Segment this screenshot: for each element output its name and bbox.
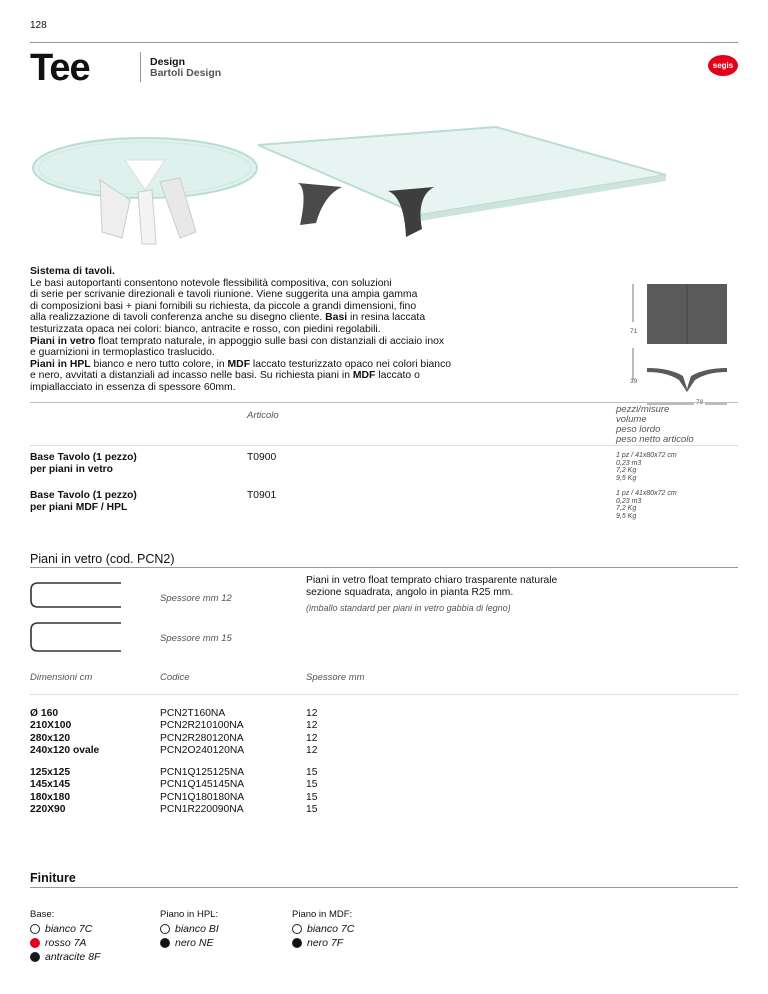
glass-section-title: Piani in vetro (cod. PCN2)	[30, 552, 175, 566]
article-info-line: 0,23 m3	[616, 497, 642, 505]
designer-name: Bartoli Design	[150, 67, 222, 79]
article-code: T0901	[247, 490, 277, 501]
article-name-line: per piani MDF / HPL	[30, 502, 128, 514]
article-info	[616, 490, 677, 520]
header-rule	[30, 42, 738, 43]
thickness-cell: 12	[306, 732, 318, 744]
finish-option	[292, 922, 354, 936]
glass-profile-15-icon	[30, 622, 122, 652]
article-header: Articolo	[247, 410, 279, 421]
code-cell: PCN2T160NA	[160, 708, 226, 719]
intro-line: alla realizzazione di tavoli conferenza anche su disegno cliente.	[30, 312, 323, 324]
vetro-bold: Piani in vetro	[30, 335, 96, 347]
article-info	[616, 452, 677, 482]
hpl-mdf1: MDF	[227, 358, 251, 370]
code-cell: PCN1R220090NA	[160, 803, 244, 815]
base-finish-options	[30, 922, 100, 964]
hpl-rest1: bianco e nero tutto colore, in	[90, 358, 228, 370]
code-cell: PCN2O240120NA	[160, 744, 245, 756]
finishes-rule	[30, 887, 738, 888]
dim-cell: 210X100	[30, 720, 72, 732]
intro-line: Le basi autoportanti consentono notevole flessibilità compositiva, con soluzioni	[30, 277, 392, 289]
base-finish-label: Base:	[30, 909, 55, 920]
round-table-photo	[30, 120, 260, 250]
page-number: 128	[30, 20, 47, 31]
finish-option-label: nero 7F	[307, 937, 344, 949]
group1-dims	[30, 708, 99, 757]
article-name-line: per piani in vetro	[30, 464, 113, 476]
finish-option-label: rosso 7A	[45, 937, 87, 949]
info-header-line: pezzi/misure	[616, 404, 670, 415]
dim-cell: 145x145	[30, 779, 71, 791]
glass-description-line: sezione squadrata, angolo in pianta R25 mm.	[306, 587, 514, 598]
info-header	[616, 405, 736, 445]
color-swatch-black	[292, 938, 302, 948]
thickness-cell: 12	[306, 708, 318, 719]
color-swatch-white	[160, 924, 170, 934]
glass-section-rule	[30, 567, 738, 568]
finish-option-label: bianco BI	[175, 923, 219, 935]
thickness-12-label: Spessore mm 12	[160, 593, 232, 604]
article-name-line: Base Tavolo (1 pezzo)	[30, 490, 137, 501]
base-height-dimension: 39	[630, 378, 638, 385]
hpl-finish-label: Piano in HPL:	[160, 909, 219, 920]
basi-rest: in resina laccata	[347, 312, 426, 324]
group1-thickness	[306, 708, 317, 757]
article-info-line: 9,5 Kg	[616, 474, 637, 482]
mdf-finish-options	[292, 922, 354, 950]
page-title: Tee	[30, 47, 90, 89]
mdf-finish-label: Piano in MDF:	[292, 909, 353, 920]
finish-option	[160, 936, 219, 950]
width-dimension: 78	[696, 399, 704, 406]
thickness-cell: 15	[306, 767, 318, 778]
technical-drawing	[625, 282, 740, 412]
hpl-bold: Piani in HPL	[30, 358, 91, 370]
hpl-line2b: laccato o	[375, 370, 420, 382]
dim-cell: 220X90	[30, 803, 66, 815]
article-row-name	[30, 452, 137, 477]
finish-option-label: bianco 7C	[45, 923, 93, 935]
finish-option-label: bianco 7C	[307, 923, 355, 935]
articles-header-rule	[30, 445, 738, 446]
thickness-cell: 15	[306, 803, 318, 815]
thickness-cell: 15	[306, 779, 318, 791]
basi-line2: testurizzata opaca nei colori: bianco, antracite e rosso, con piedini regolabili.	[30, 323, 381, 335]
finish-option	[30, 936, 100, 950]
color-swatch-anthracite	[30, 952, 40, 962]
hpl-finish-options	[160, 922, 219, 950]
rectangular-table-photo	[238, 125, 678, 245]
intro-line: di composizioni basi + piani fornibili su richiesta, da piccole a grandi dimensioni, fino	[30, 300, 417, 312]
code-cell: PCN1Q180180NA	[160, 791, 245, 803]
intro-text	[30, 266, 450, 394]
code-cell: PCN1Q145145NA	[160, 779, 245, 791]
dim-cell: 280x120	[30, 732, 71, 744]
article-info-line: 9,5 Kg	[616, 512, 637, 520]
article-name-line: Base Tavolo (1 pezzo)	[30, 452, 137, 463]
code-cell: PCN2R210100NA	[160, 720, 244, 732]
articles-rule	[30, 402, 738, 403]
thickness-15-label: Spessore mm 15	[160, 633, 232, 644]
article-info-line: 7,2 Kg	[616, 467, 637, 475]
group2-codes	[160, 767, 244, 816]
segis-logo: segis	[708, 55, 738, 76]
finish-option	[30, 922, 100, 936]
dim-cell: 125x125	[30, 767, 71, 778]
intro-heading: Sistema di tavoli.	[30, 266, 115, 277]
code-cell: PCN2R280120NA	[160, 732, 244, 744]
intro-line: di serie per scrivanie direzionali e tavoli riunione. Viene suggerita una ampia gamma	[30, 289, 418, 301]
group1-codes	[160, 708, 244, 757]
vetro-line2: e guarnizioni in termoplastico traslucido.	[30, 347, 215, 359]
design-label: Design	[150, 56, 186, 68]
info-header-line: peso lordo	[616, 424, 661, 435]
dim-cell: 180x180	[30, 791, 71, 803]
glass-description-line: Piani in vetro float temprato chiaro trasparente naturale	[306, 575, 558, 586]
glass-table-header-rule	[30, 694, 738, 695]
article-row-name	[30, 490, 137, 515]
vetro-rest: float temprato naturale, in appoggio sulle basi con distanziali di acciaio inox	[95, 335, 445, 347]
hpl-mdf2: MDF	[352, 370, 376, 382]
col-code-header: Codice	[160, 672, 190, 683]
color-swatch-white	[30, 924, 40, 934]
finish-option-label: nero NE	[175, 937, 214, 949]
article-code: T0900	[247, 452, 277, 463]
col-dimensions-header: Dimensioni cm	[30, 672, 93, 683]
code-cell: PCN1Q125125NA	[160, 767, 245, 778]
hpl-line2a: e nero, avvitati a distanziali ad incasso nelle basi. Su richiesta piani in	[30, 370, 353, 382]
basi-bold: Basi	[325, 312, 348, 324]
thickness-cell: 12	[306, 744, 318, 756]
packaging-note: (imballo standard per piani in vetro gabbia di legno)	[306, 603, 511, 613]
glass-description	[306, 575, 557, 599]
thickness-cell: 15	[306, 791, 318, 803]
col-thickness-header: Spessore mm	[306, 672, 365, 683]
info-header-line: volume	[616, 414, 647, 425]
article-info-line: 1 pz / 41x80x72 cm	[616, 452, 677, 459]
header-divider	[140, 52, 141, 82]
height-dimension: 71	[630, 328, 638, 335]
finish-option-label: antracite 8F	[45, 951, 101, 963]
article-info-line: 1 pz / 41x80x72 cm	[616, 490, 677, 497]
color-swatch-red	[30, 938, 40, 948]
dim-cell: Ø 160	[30, 708, 59, 719]
group2-dims	[30, 767, 70, 816]
dim-cell: 240x120 ovale	[30, 744, 100, 756]
finish-option	[292, 936, 354, 950]
finishes-title: Finiture	[30, 871, 76, 885]
color-swatch-black	[160, 938, 170, 948]
thickness-cell: 12	[306, 720, 318, 732]
info-header-line: peso netto articolo	[616, 434, 694, 445]
hpl-rest2: laccato testurizzato opaco nei colori bianco	[250, 358, 452, 370]
finish-option	[30, 950, 100, 964]
article-info-line: 7,2 Kg	[616, 505, 637, 513]
color-swatch-white	[292, 924, 302, 934]
group2-thickness	[306, 767, 317, 816]
article-info-line: 0,23 m3	[616, 459, 642, 467]
finish-option	[160, 922, 219, 936]
hpl-line3: impiallacciato in essenza di spessore 60mm.	[30, 381, 236, 393]
glass-profile-12-icon	[30, 582, 122, 608]
